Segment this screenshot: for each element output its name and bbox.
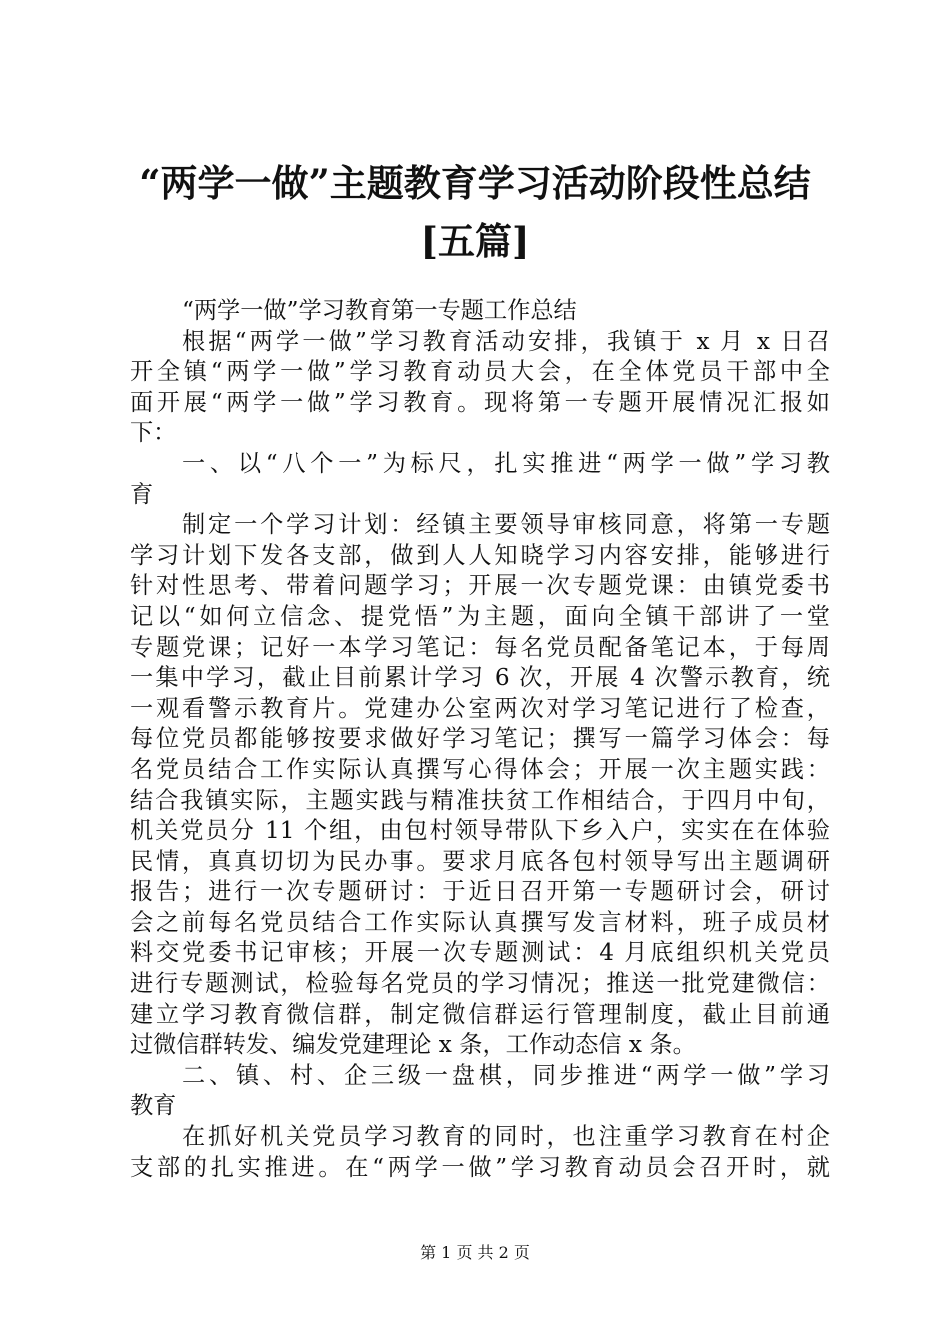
section-heading: 育 [130, 480, 154, 508]
paragraph-line: 面开展“两学一做”学习教育。现将第一专题开展情况汇报如 [130, 388, 830, 416]
paragraph-line: 料交党委书记审核；开展一次专题测试：4 月底组织机关党员 [130, 939, 830, 967]
paragraph-line: 开全镇“两学一做”学习教育动员大会，在全体党员干部中全 [130, 358, 830, 386]
paragraph-line: 过微信群转发、编发党建理论 x 条，工作动态信 x 条。 [130, 1031, 696, 1059]
document-title-suffix: [五篇] [420, 219, 530, 263]
paragraph-line: 机关党员分 11 个组，由包村领导带队下乡入户，实实在在体验 [130, 817, 830, 845]
section-heading: 一、以“八个一”为标尺，扎实推进“两学一做”学习教 [182, 449, 830, 477]
document-title: “两学一做”主题教育学习活动阶段性总结 [139, 161, 811, 205]
paragraph-line: 一集中学习，截止目前累计学习 6 次，开展 4 次警示教育，统 [130, 664, 830, 692]
paragraph-line: 记以“如何立信念、提党悟”为主题，面向全镇干部讲了一堂 [130, 602, 830, 630]
page-footer: 第 1 页 共 2 页 [420, 1243, 530, 1262]
paragraph-line: 建立学习教育微信群，制定微信群运行管理制度，截止目前通 [130, 1000, 830, 1028]
paragraph-line: 结合我镇实际，主题实践与精准扶贫工作相结合，于四月中旬， [130, 786, 830, 814]
paragraph-line: 一观看警示教育片。党建办公室两次对学习笔记进行了检查， [130, 694, 830, 722]
document-body [130, 296, 830, 1183]
section-heading: “两学一做”学习教育第一专题工作总结 [182, 297, 577, 324]
paragraph-line: 进行专题测试，检验每名党员的学习情况；推送一批党建微信： [130, 970, 830, 998]
paragraph-line: 每位党员都能够按要求做好学习笔记；撰写一篇学习体会：每 [130, 725, 830, 753]
paragraph-line: 在抓好机关党员学习教育的同时，也注重学习教育在村企 [182, 1123, 830, 1151]
paragraph-line: 学习计划下发各支部，做到人人知晓学习内容安排，能够进行 [130, 541, 830, 569]
section-heading: 二、镇、村、企三级一盘棋，同步推进“两学一做”学习 [182, 1061, 830, 1089]
section-heading: 教育 [130, 1092, 177, 1120]
paragraph-line: 制定一个学习计划：经镇主要领导审核同意，将第一专题 [182, 511, 830, 539]
paragraph-line: 会之前每名党员结合工作实际认真撰写发言材料，班子成员材 [130, 908, 830, 936]
paragraph-line: 专题党课；记好一本学习笔记：每名党员配备笔记本，于每周 [130, 633, 830, 661]
paragraph-line: 民情，真真切切为民办事。要求月底各包村领导写出主题调研 [130, 847, 830, 875]
paragraph-line: 支部的扎实推进。在“两学一做”学习教育动员会召开时，就 [130, 1153, 830, 1181]
paragraph-line: 根据“两学一做”学习教育活动安排，我镇于 x 月 x 日召 [182, 327, 830, 355]
paragraph-line: 名党员结合工作实际认真撰写心得体会；开展一次主题实践： [130, 755, 830, 783]
paragraph-line: 针对性思考、带着问题学习；开展一次专题党课：由镇党委书 [130, 572, 830, 600]
paragraph-line: 下： [130, 419, 177, 447]
paragraph-line: 报告；进行一次专题研讨：于近日召开第一专题研讨会，研讨 [130, 878, 830, 906]
